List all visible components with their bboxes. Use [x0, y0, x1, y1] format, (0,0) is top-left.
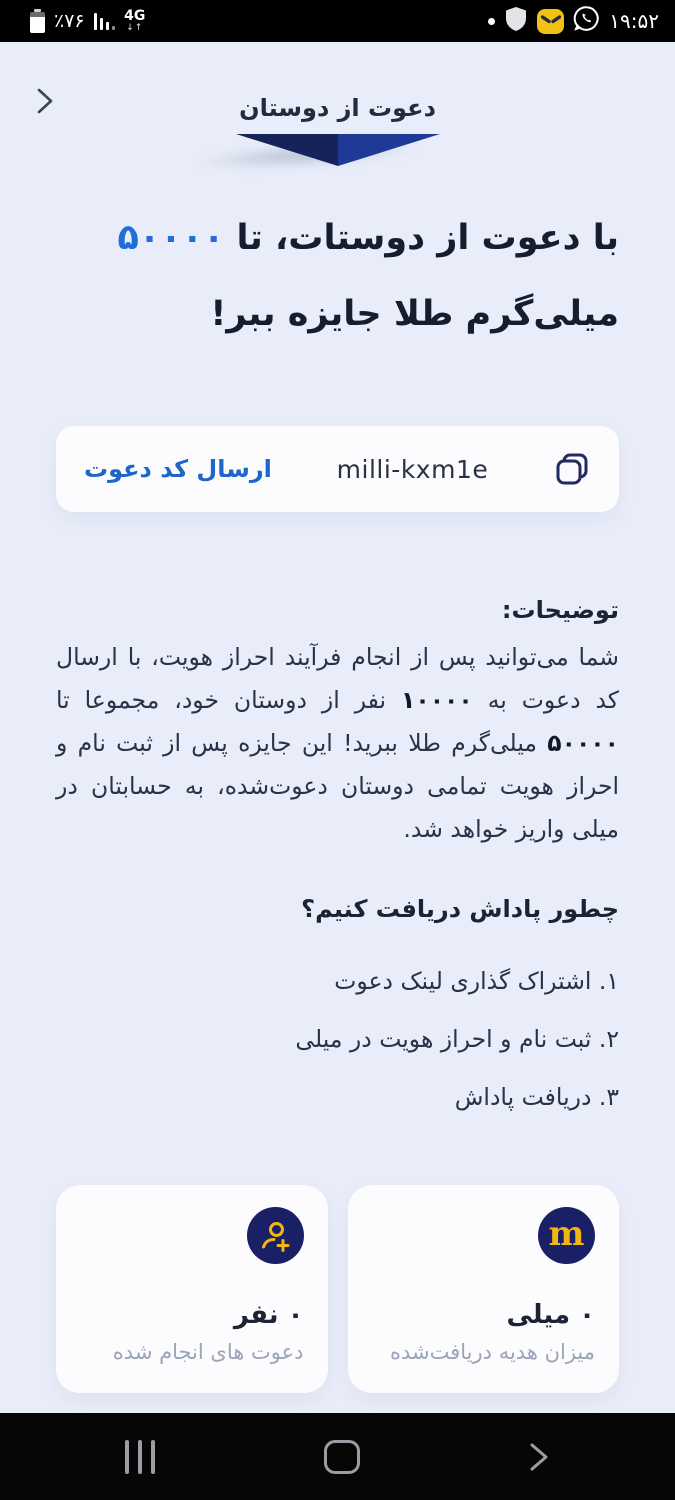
notification-dot-icon — [488, 18, 495, 25]
received-gift-value: ۰ میلی — [506, 1300, 595, 1330]
invites-done-label: دعوت های انجام شده — [112, 1340, 304, 1364]
hero-illustration — [236, 134, 440, 176]
battery-percent: ٪۷۶ — [54, 10, 85, 32]
data-arrows-icon: ↓↑ — [126, 23, 144, 33]
received-gift-card — [348, 1185, 620, 1393]
page-title: دعوت از دوستان — [239, 94, 436, 122]
shield-icon — [504, 6, 528, 37]
description-body: شما می‌توانید پس از انجام فرآیند احراز هویت، با ارسال کد دعوت به ۱۰۰۰۰ نفر از دوستان خود، مجموعا تا ۵۰۰۰۰ میلی‌گرم طلا ببرید! این جایزه پس از ثبت نام و احراز هویت تمامی دوستان دعوت‌شده، به حسابتان در میلی واریز خواهد شد. — [56, 643, 619, 843]
description-heading: توضیحات: — [501, 596, 619, 624]
back-chevron-icon[interactable] — [34, 86, 56, 120]
hero-title-text: با دعوت از دوستات، تا — [224, 218, 619, 258]
header — [0, 42, 675, 132]
invitees-limit: ۱۰۰۰۰ — [401, 686, 473, 714]
send-invite-code-button[interactable]: ارسال کد دعوت — [84, 455, 272, 483]
copy-icon[interactable] — [553, 450, 591, 488]
hero-title — [56, 200, 619, 352]
invite-code-card — [56, 426, 619, 512]
android-nav-bar — [0, 1413, 675, 1500]
nav-back-button[interactable] — [528, 1440, 550, 1474]
invites-done-card — [56, 1185, 328, 1393]
how-to-steps — [56, 963, 619, 1115]
status-right — [488, 5, 659, 37]
whatsapp-icon — [573, 5, 600, 37]
app-notification-icon — [537, 9, 564, 34]
step-register-kyc: ۲. ثبت نام و احراز هویت در میلی — [295, 1025, 619, 1053]
home-button[interactable] — [324, 1440, 360, 1474]
status-bar — [0, 0, 675, 42]
max-reward: ۵۰۰۰۰ — [547, 729, 619, 757]
battery-icon — [30, 9, 45, 33]
invite-code-value: milli-kxm1e — [336, 454, 489, 484]
how-to-heading: چطور پاداش دریافت کنیم؟ — [301, 895, 619, 923]
stats-row — [56, 1185, 619, 1393]
signal-bars-icon — [94, 13, 116, 30]
clock: ۱۹:۵۲ — [609, 9, 659, 33]
network-type: 4G ↓↑ — [124, 8, 146, 33]
step-get-reward: ۳. دریافت پاداش — [454, 1083, 619, 1111]
status-left — [30, 9, 145, 33]
description-section — [56, 592, 619, 1115]
step-share-link: ۱. اشتراک گذاری لینک دعوت — [334, 967, 619, 995]
triangle-graphic — [236, 134, 440, 168]
hero-title-line2: میلی‌گرم طلا جایزه ببر! — [210, 294, 619, 334]
received-gift-label: میزان هدیه دریافت‌شده — [390, 1340, 595, 1364]
milli-logo-icon: m — [538, 1207, 595, 1264]
add-person-icon — [247, 1207, 304, 1264]
hero-highlight-amount: ۵۰۰۰۰ — [117, 218, 225, 258]
recent-apps-button[interactable] — [125, 1440, 155, 1474]
invites-done-value: ۰ نفر — [233, 1300, 304, 1330]
